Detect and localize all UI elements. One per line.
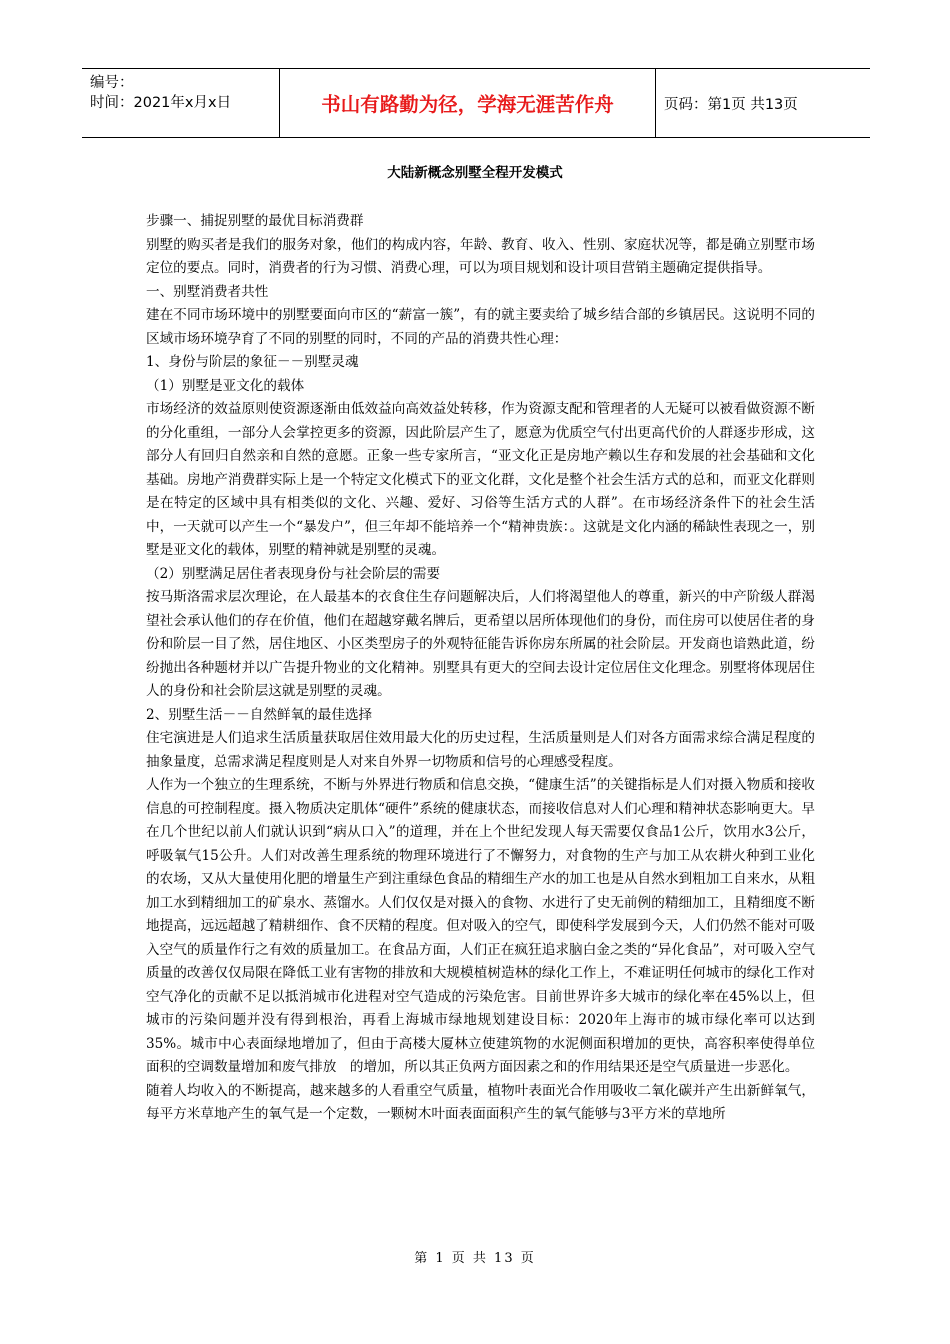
document-time-label: 时间：2021年x月x日 xyxy=(90,95,232,111)
subsection-heading: 1、身份与阶层的象征－－别墅灵魂 xyxy=(146,354,359,370)
paragraph: 人作为一个独立的生理系统，不断与外界进行物质和信息交换，“健康生活”的关键指标是人们对摄入物质和接收信息的可控制程度。摄入物质决定肌体“硬件”系统的健康状态，而接收信息对人们心理和精神状态影响更大。早在几个世纪以前人们就认识到“病从口入”的道理，并在上个世纪发现人每天需要仅食品1公斤，饮用水3公斤，呼吸氧气15公升。人们对改善生理系统的物理环境进行了不懈努力，对食物的生产与加工从农耕火种到工业化的农场，又从大量使用化肥的增量生产到注重绿色食品的精细生产水的加工也是从自然水到粗加工自来水，从粗加工水到精细加工的矿泉水、蒸馏水。人们仅仅是对摄入的食物、水进行了史无前例的精细加工，且精细度不断地提高，远远超越了精耕细作、食不厌精的程度。但对吸入的空气，即使科学发展到今天，人们仍然不能对可吸入空气的质量作行之有效的质量加工。在食品方面，人们正在疯狂追求脑白金之类的“异化食品”，对可吸入空气质量的改善仅仅局限在降低工业有害物的排放和大规模植树造林的绿化工作上，不难证明任何城市的绿化工作对空气净化的贡献不足以抵消城市化进程对空气造成的污染危害。目前世界许多大城市的绿化率在45%以上，但城市的污染问题并没有得到根治，再看上海城市绿地规划建设目标：2020年上海市的城市绿化率可以达到35%。城市中心表面绿地增加了，但由于高楼大厦林立使建筑物的水泥侧面积增加的更快，高容积率使得单位面积的空调数量增加和废气排放 的增加，所以其正负两方面因素之和的作用结果还是空气质量进一步恶化。 xyxy=(146,777,815,1075)
header-motto: 书山有路勤为径，学海无涯苦作舟 xyxy=(280,69,656,137)
header-meta xyxy=(82,69,280,137)
paragraph: 建在不同市场环境中的别墅要面向市区的“薪富一簇”，有的就主要卖给了城乡结合部的乡镇居民。这说明不同的区域市场环境孕育了不同的别墅的同时，不同的产品的消费共性心理： xyxy=(146,307,815,347)
header-page-number: 页码：第1页 共13页 xyxy=(664,96,798,113)
subsection-heading: 2、别墅生活－－自然鲜氧的最佳选择 xyxy=(146,706,373,723)
page-footer: 第 1 页 共 13 页 xyxy=(414,1251,536,1266)
paragraph: 住宅演进是人们追求生活质量获取居住效用最大化的历史过程，生活质量则是人们对各方面需求综合满足程度的抽象量度，总需求满足程度则是人对来自外界一切物质和信号的心理感受程度。 xyxy=(146,730,815,770)
paragraph: 按马斯洛需求层次理论，在人最基本的衣食住生存问题解决后，人们将渴望他人的尊重，新兴的中产阶级人群渴望社会承认他们的存在价值，他们在超越穿戴名牌后，更希望以居所体现他们的身份，而住房可以使居住者的身份和阶层一目了然，居住地区、小区类型房子的外观特征能告诉你房东所属的社会阶层。开发商也谙熟此道，纷纷抛出各种题材并以广告提升物业的文化精神。别墅具有更大的空间去设计定位居住文化理念。别墅将体现居住人的身份和社会阶层这就是别墅的灵魂。 xyxy=(146,589,815,699)
paragraph: 别墅的购买者是我们的服务对象，他们的构成内容，年龄、教育、收入、性别、家庭状况等，都是确立别墅市场定位的要点。同时，消费者的行为习惯、消费心理，可以为项目规划和设计项目营销主题确定提供指导。 xyxy=(146,236,815,276)
heading-step-one: 步骤一、捕捉别墅的最优目标消费群 xyxy=(146,213,364,229)
document-body xyxy=(146,210,815,1127)
page-header xyxy=(82,68,870,138)
subsection-heading: （2）别墅满足居住者表现身份与社会阶层的需要 xyxy=(146,565,441,582)
paragraph: 随着人均收入的不断提高，越来越多的人看重空气质量，植物叶表面光合作用吸收二氧化碳并产生出新鲜氧气，每平方米草地产生的氧气是一个定数，一颗树木叶面表面面积产生的氧气能够与3平方米的草地所 xyxy=(146,1082,815,1122)
subsection-heading: （1）别墅是亚文化的载体 xyxy=(146,377,305,394)
section-heading: 一、别墅消费者共性 xyxy=(146,283,269,300)
paragraph: 市场经济的效益原则使资源逐渐由低效益向高效益处转移，作为资源支配和管理者的人无疑可以被看做资源不断的分化重组，一部分人会掌控更多的资源，因此阶层产生了，愿意为优质空气付出更高代价的人群逐步形成，这部分人有回归自然亲和自然的意愿。正象一些专家所言，“亚文化正是房地产赖以生存和发展的社会基础和文化基础。房地产消费群实际上是一个特定文化模式下的亚文化群，文化是整个社会生活方式的总和，而亚文化群则是在特定的区域中具有相类似的文化、兴趣、爱好、习俗等生活方式的人群”。在市场经济条件下的社会生活中，一天就可以产生一个“暴发户”，但三年却不能培养一个“精神贵族：。这就是文化内涵的稀缺性表现之一，别墅是亚文化的载体，别墅的精神就是别墅的灵魂。 xyxy=(146,401,815,558)
document-number-label: 编号： xyxy=(90,75,134,91)
document-title: 大陆新概念别墅全程开发模式 xyxy=(387,165,563,181)
